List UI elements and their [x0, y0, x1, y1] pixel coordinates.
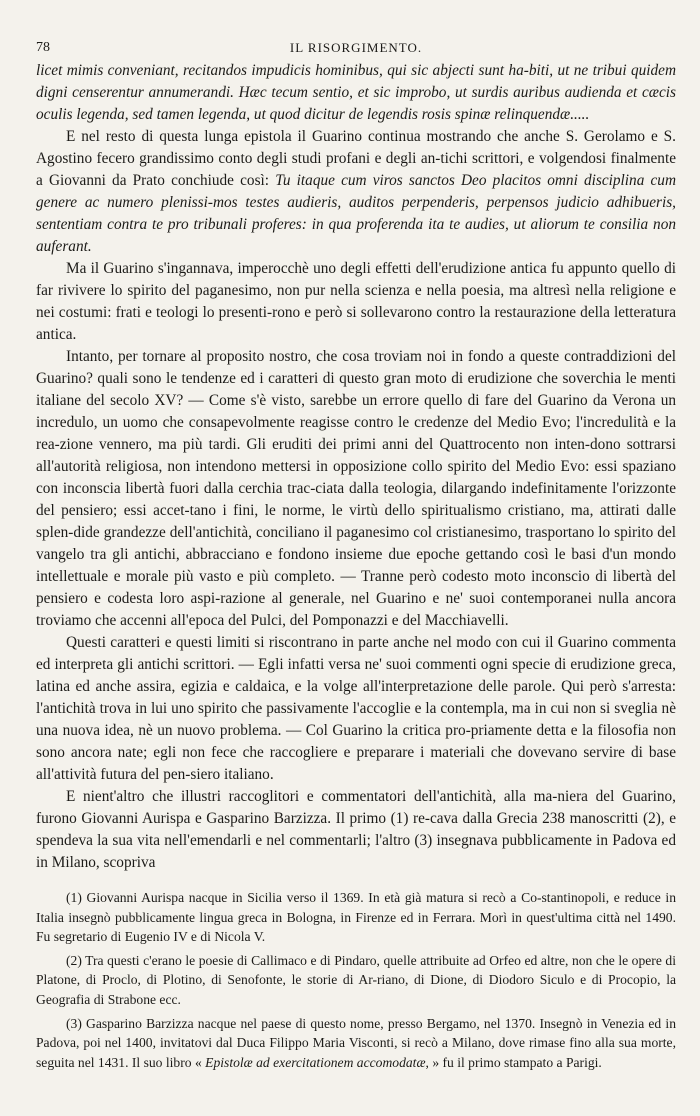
paragraph: [36, 126, 676, 258]
footnote: [36, 888, 676, 947]
text-run: E nient'altro che illustri raccoglitori e commentatori dell'antichità, alla ma-niera del Guarino, furono Giovanni Aurispa e Gasparino Barzizza. Il primo (1) re-cava dalla Grecia 238 manoscritti (2), e spendeva la sua vita nell'emendarli e nel commentarli; l'altro (3) insegnava pubblicamente in Padova ed in Milano, scopriva: [36, 788, 676, 871]
text-run: Intanto, per tornare al proposito nostro, che cosa troviam noi in fondo a queste contraddizioni del Guarino? quali sono le tendenze ed i caratteri di questo gran moto di erudizione che soverchia le menti italiane del secolo XV? — Come s'è visto, sarebbe un errore quello di fare del Guarino da Verona un incredulo, un uomo che consapevolmente reagisse contro le credenze del Medio Evo; l'incredulità e la rea-zione vennero, ma più tardi. Gli eruditi dei primi anni del Quattrocento non inten-dono sottrarsi all'autorità religiosa, non intendono mettersi in opposizione collo spirito del Medio Evo: essi spaziano con inconscia libertà fuori dalla cerchia trac-ciata dalla teologia, dilargando indefinitamente l'orizzonte del pensiero; essi accet-tano i fini, le norme, le virtù dello spiritualismo cristiano, ma, attirati dalle splen-dide grandezze dell'antichità, conciliano il paganesimo col cristianesimo, trasportano lo spirito del vangelo tra gli antichi, abbracciano e fondono insieme due epoche gettando così le basi d'un mondo intellettuale e morale più vasto e più completo. — Tranne però codesto moto inconscio di libertà del pensiero e codesta loro aspi-razione al generale, nel Guarino e ne' suoi contemporanei nulla ancora troviamo che accenni all'epoca del Pulci, del Pomponazzi e del Macchiavelli.: [36, 348, 676, 629]
text-run-italic: Tu itaque cum viros sanctos Deo placitos omni disciplina cum genere ac numero plenissi-mos testes audieris, auditos perpenderis, perpensos judicio adhibueris, sententiam contra te pro tribunali proferes: in qua proferenda ita te audies, ut aliorum te consilia non auferant.: [36, 172, 676, 255]
text-run: Ma il Guarino s'ingannava, imperocchè uno degli effetti dell'erudizione antica fu appunto quello di far rivivere lo spirito del paganesimo, non pur nella scienza e nella poesia, ma altresì nella religione e nei costumi: frati e teologi lo presenti-rono e però si sollevarono contro la restaurazione della letteratura antica.: [36, 260, 676, 343]
footnote: [36, 951, 676, 1010]
paragraph: [36, 60, 676, 126]
footnote-run: (3) Gasparino Barzizza nacque nel paese di questo nome, presso Bergamo, nel 1370. Insegnò in Venezia ed in Padova, poi nel 1400, invitatovi dal Duca Filippo Maria Visconti, si recò a Milano, dove rimase fino alla sua morte, seguita nel 1431. Il suo libro «: [36, 1015, 676, 1070]
text-run-italic: licet mimis conveniant, recitandos impudicis hominibus, qui sic abjecti sunt ha-biti, ut ne tribui quidem digni censerentur annumerandi. Hæc tecum sentio, et sic improbo, ut surdis auribus audienda et cæcis oculis legenda, sed tamen legenda, ut quod dicitur de legendis rosis spinæ relinquendæ.....: [36, 62, 676, 123]
footnote: [36, 1014, 676, 1073]
book-page: [36, 40, 676, 1076]
footnote-run: , » fu il primo stampato a Parigi.: [425, 1054, 602, 1070]
page-number: 78: [36, 40, 50, 55]
footnotes: [36, 888, 676, 1072]
text-run: Questi caratteri e questi limiti si riscontrano in parte anche nel modo con cui il Guarino commenta ed interpreta gli antichi scrittori. — Egli infatti versa ne' suoi commenti ogni specie di erudizione greca, latina ed anche assira, egizia e caldaica, e la volge all'interpretazione delle parole. Qui però s'arresta: l'antichità trova in lui uno spirito che passivamente l'accoglie e la contempla, ma in cui non si sveglia nè una nuova idea, nè un nuovo problema. — Col Guarino la critica pro-priamente detta e la filosofia non sono ancora nate; egli non fece che raccogliere e preparare i materiali che dovevano servire di base all'attività futura del pen-siero italiano.: [36, 634, 676, 783]
footnote-run: (2) Tra questi c'erano le poesie di Callimaco e di Pindaro, quelle attribuite ad Orfeo ed altre, non che le opere di Platone, di Proclo, di Plotino, di Senofonte, le storie di Ar-riano, di Dione, di Diodoro Siculo e di Procopio, la Geografia di Strabone ecc.: [36, 952, 676, 1007]
page-header: [36, 40, 676, 60]
paragraph: [36, 786, 676, 874]
paragraph: [36, 346, 676, 632]
paragraph: [36, 632, 676, 786]
running-title: IL RISORGIMENTO.: [289, 40, 423, 55]
body-text: [36, 60, 676, 874]
footnote-run-italic: Epistolæ ad exercitationem accomodatæ: [205, 1054, 426, 1070]
paragraph: [36, 258, 676, 346]
footnote-run: (1) Giovanni Aurispa nacque in Sicilia verso il 1369. In età già matura si recò a Co-stantinopoli, e reduce in Italia insegnò pubblicamente lingua greca in Bologna, in Firenze ed in Ferrara. Morì in quest'ultima città nel 1490. Fu segretario di Eugenio IV e di Nicola V.: [36, 890, 676, 945]
text-run: E nel resto di questa lunga epistola il Guarino continua mostrando che anche S. Gerolamo e S. Agostino fecero grandissimo conto degli studi profani e degli an-tichi scrittori, e volgendosi finalmente a Giovanni da Prato conchiude così:: [36, 128, 676, 189]
